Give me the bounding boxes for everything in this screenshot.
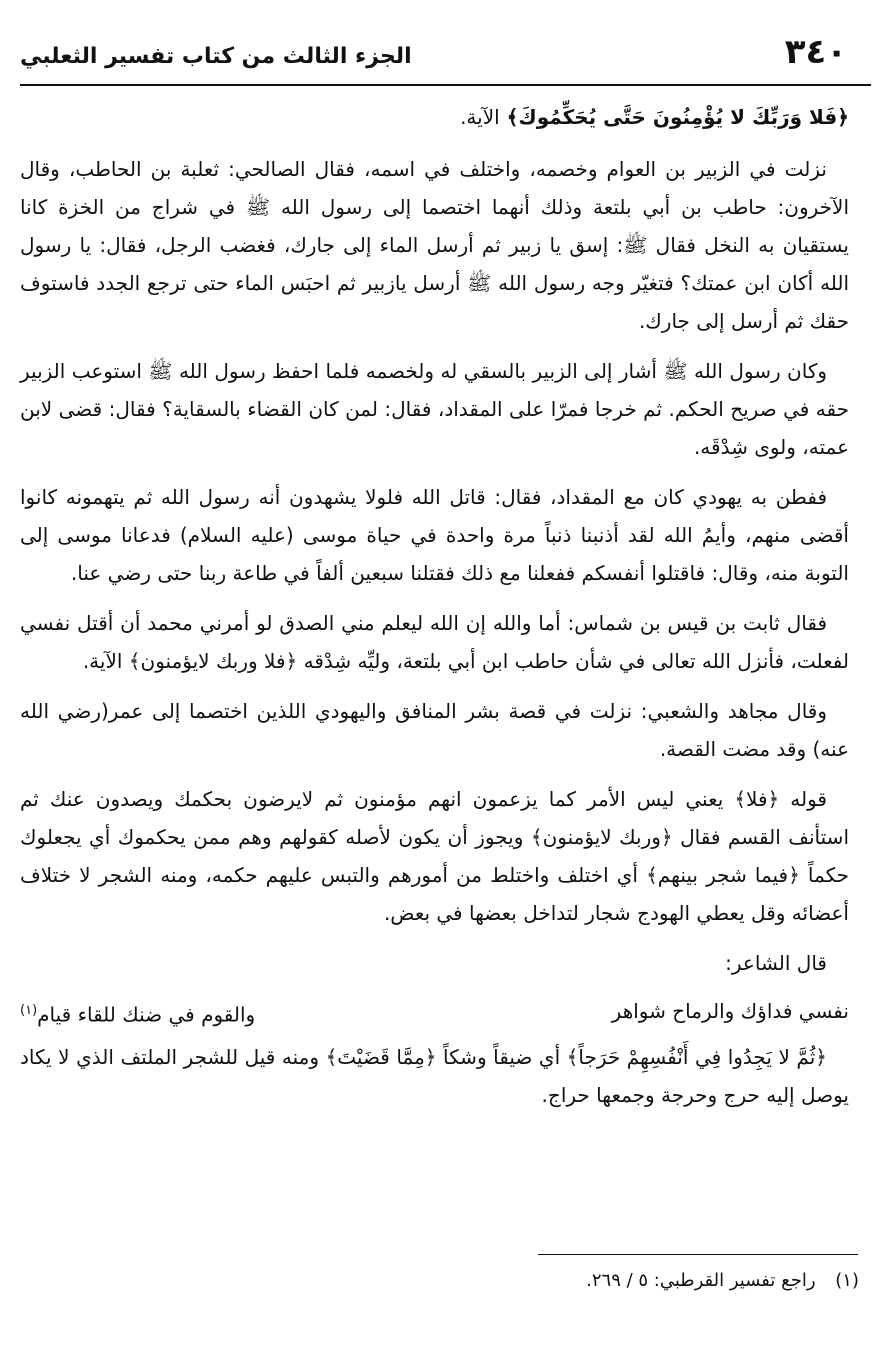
poem-intro: قال الشاعر: — [725, 951, 827, 975]
verse-suffix: الآية. — [460, 105, 500, 129]
footnote-number: (١) — [835, 1270, 859, 1291]
paragraph-3: ففطن به يهودي كان مع المقداد، فقال: قاتل الله فلولا يشهدون أنه رسول الله ثم يتهمونه كانوا أقضى منهم، وأيمُ الله لقد أذنبنا ذنباً مرة واحدة في حياة موسى (عليه السلام) فدعانا موسى إلى التوبة منه، وقال: فاقتلوا أنفسكم ففعلنا مع ذلك فقتلنا سبعين ألفاً في طاعة ربنا حتى رضي عنا. — [20, 485, 849, 585]
running-title: الجزء الثالث من كتاب تفسير الثعلبي — [20, 44, 412, 69]
paragraph-1: نزلت في الزبير بن العوام وخصمه، واختلف في اسمه، فقال الصالحي: ثعلبة بن الحاطب، وقال الآخرون: حاطب بن أبي بلتعة وذلك أنهما اختصما إلى رسول الله ﷺ في شراج من الخزة كانا يستقيان به النخل فقال ﷺ: إسق يا زبير ثم أرسل الماء إلى جارك، فغضب الرجل، فقال: يا رسول الله أكان ابن عمتك؟ فتغيّر وجه رسول الله ﷺ أرسل يازبير ثم احبَس الماء حتى ترجع الجدد فاستوف حقك ثم أرسل إلى جارك. — [20, 157, 849, 333]
footnote-divider — [538, 1254, 858, 1255]
footnote — [586, 1270, 859, 1291]
poem-verse — [20, 992, 849, 1034]
paragraph-2: وكان رسول الله ﷺ أشار إلى الزبير بالسقي له ولخصمه فلما احفظ رسول الله ﷺ استوعب الزبير حقه في صريح الحكم. ثم خرجا فمرّا على المقداد، فقال: لمن كان القضاء بالسقاية؟ فقال: قضى لابن عمته، ولوى شِدْقَه. — [20, 359, 849, 459]
footnote-reference[interactable]: (١) — [20, 1003, 38, 1018]
poem-hemistich-second-text: والقوم في ضنك للقاء قيام — [37, 1002, 256, 1027]
quran-verse-line — [20, 98, 849, 136]
footnote-text: راجع تفسير القرطبي: ٥ / ٢٦٩. — [586, 1270, 816, 1291]
page-header — [20, 30, 871, 86]
poem-hemistich-second — [20, 992, 255, 1034]
quran-verse: ﴿فَلا وَرَبِّكَ لا يُؤْمِنُونَ حَتَّى يُحَكِّمُوكَ﴾ — [506, 105, 849, 129]
paragraph-7: ﴿ثُمَّ لا يَجِدُوا فِي أَنْفُسِهِمْ حَرَجاً﴾ أي ضيقاً وشكاً ﴿مِمَّا قَضَيْتَ﴾ ومنه قيل للشجر الملتف الذي لا يكاد يوصل إليه حرج وحرجة وجمعها حراج. — [20, 1044, 849, 1107]
paragraph-6: قوله ﴿فلا﴾ يعني ليس الأمر كما يزعمون انهم مؤمنون ثم لايرضون بحكمك ويصدون عنك ثم استأنف القسم فقال ﴿وربك لايؤمنون﴾ ويجوز أن يكون لأصله كقولهم وهم ممن يحكموك أي يجعلوك حكماً ﴿فيما شجر بينهم﴾ أي اختلف واختلط من أمورهم والتبس عليهم حكمه، ومنه الشجر لا ختلاف أعضائه وقل يعطي الهودج شجار لتداخل بعضها في بعض. — [20, 787, 850, 925]
page-number: ٣٤٠ — [784, 32, 847, 72]
header-divider — [20, 84, 871, 86]
poem-hemistich-first: نفسي فداؤك والرماح شواهر — [611, 999, 849, 1023]
page-body — [20, 98, 849, 1126]
paragraph-4: فقال ثابت بن قيس بن شماس: أما والله إن الله ليعلم مني الصدق لو أمرني محمد أن أقتل نفسي لفعلت، فأنزل الله تعالى في شأن حاطب ابن أبي بلتعة، وليِّه شِدْقه ﴿فلا وربك لايؤمنون﴾ الآية. — [20, 611, 849, 673]
paragraph-5: وقال مجاهد والشعبي: نزلت في قصة بشر المنافق واليهودي اللذين اختصما إلى عمر(رضي الله عنه) وقد مضت القصة. — [20, 699, 849, 761]
